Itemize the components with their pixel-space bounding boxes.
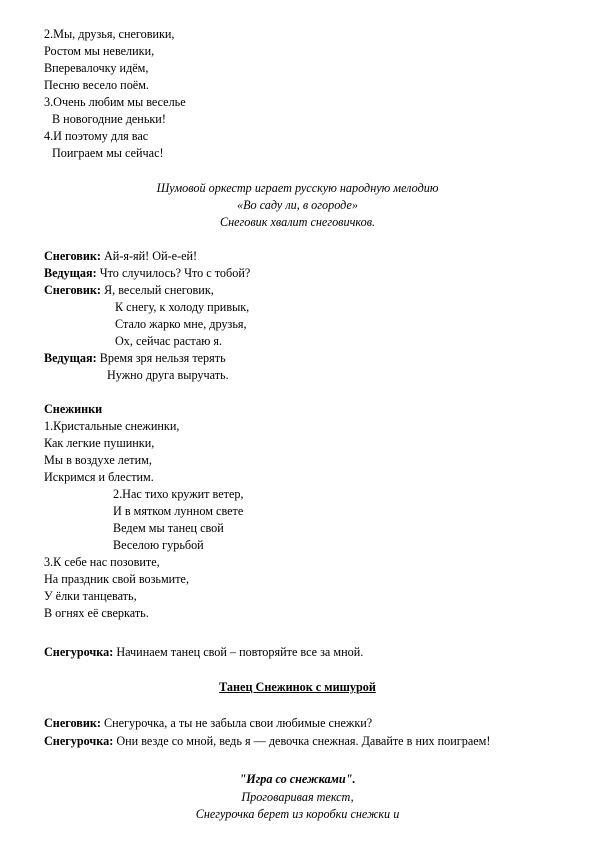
dialogue-line	[44, 265, 250, 282]
verse-line: У ёлки танцевать,	[44, 589, 137, 603]
verse-line: Искримся и блестим.	[44, 470, 154, 484]
speaker-name: Снеговик:	[44, 283, 101, 297]
dialogue-text: Время зря нельзя терять	[96, 351, 226, 365]
verse-line: 3.Очень любим мы веселье	[44, 95, 186, 109]
speaker-name: Снеговик:	[44, 249, 101, 263]
speaker-name: Ведущая:	[44, 351, 97, 365]
dialogue-text: Начинаем танец свой – повторяйте все за мной.	[113, 645, 364, 659]
verse-line: Песню весело поём.	[44, 78, 149, 92]
verse-line: Мы в воздухе летим,	[44, 453, 152, 467]
verse-line: В огнях её сверкать.	[44, 606, 149, 620]
stage-direction: Проговаривая текст,	[241, 790, 354, 804]
verse-line: И в мятком лунном свете	[113, 504, 244, 518]
speaker-name: Ведущая:	[44, 266, 97, 280]
dialogue-line	[44, 733, 490, 750]
speaker-name: Снегурочка:	[44, 645, 114, 659]
dialogue-line	[44, 282, 214, 299]
speaker-name: Снеговик:	[44, 716, 101, 730]
dialogue-line	[44, 715, 372, 732]
speaker-name: Снегурочка:	[44, 734, 114, 748]
verse-line: Поиграем мы сейчас!	[52, 146, 164, 160]
dialogue-line	[44, 644, 363, 661]
verse-line: 1.Кристальные снежинки,	[44, 419, 180, 433]
verse-line: 3.К себе нас позовите,	[44, 555, 160, 569]
dialogue-text: Что случилось? Что с тобой?	[96, 266, 251, 280]
stage-direction: «Во саду ли, в огороде»	[237, 198, 358, 212]
stage-direction: Шумовой оркестр играет русскую народную мелодию	[156, 181, 439, 195]
verse-line: 2.Нас тихо кружит ветер,	[113, 487, 244, 501]
verse-line: Веселою гурьбой	[113, 538, 204, 552]
verse-line: 4.И поэтому для вас	[44, 129, 149, 143]
dialogue-text: Ай-я-яй! Ой-е-ей!	[100, 249, 198, 263]
verse-line: На праздник свой возьмите,	[44, 572, 189, 586]
verse-line: 2.Мы, друзья, снеговики,	[44, 27, 175, 41]
dialogue-continuation: Ох, сейчас растаю я.	[115, 334, 223, 348]
dialogue-text: Снегурочка, а ты не забыла свои любимые снежки?	[100, 716, 373, 730]
dialogue-line	[44, 350, 226, 367]
dialogue-line	[44, 248, 197, 265]
dialogue-text: Я, веселый снеговик,	[100, 283, 214, 297]
stage-direction: Снеговик хвалит снеговичков.	[219, 215, 376, 229]
stage-direction: Снегурочка берет из коробки снежки и	[195, 807, 400, 821]
verse-line: Как легкие пушинки,	[44, 436, 155, 450]
verse-line: Вперевалочку идём,	[44, 61, 149, 75]
dialogue-text: Они везде со мной, ведь я — девочка снежная. Давайте в них поиграем!	[113, 734, 491, 748]
section-title: Танец Снежинок с мишурой	[219, 680, 376, 694]
dialogue-continuation: Нужно друга выручать.	[107, 368, 229, 382]
verse-line: Ростом мы невелики,	[44, 44, 155, 58]
verse-line: Ведем мы танец свой	[113, 521, 224, 535]
section-heading: Снежинки	[44, 402, 103, 416]
game-title: "Игра со снежками".	[239, 772, 356, 786]
dialogue-continuation: К снегу, к холоду привык,	[115, 300, 250, 314]
verse-line: В новогодние деньки!	[52, 112, 166, 126]
dialogue-continuation: Стало жарко мне, друзья,	[115, 317, 247, 331]
